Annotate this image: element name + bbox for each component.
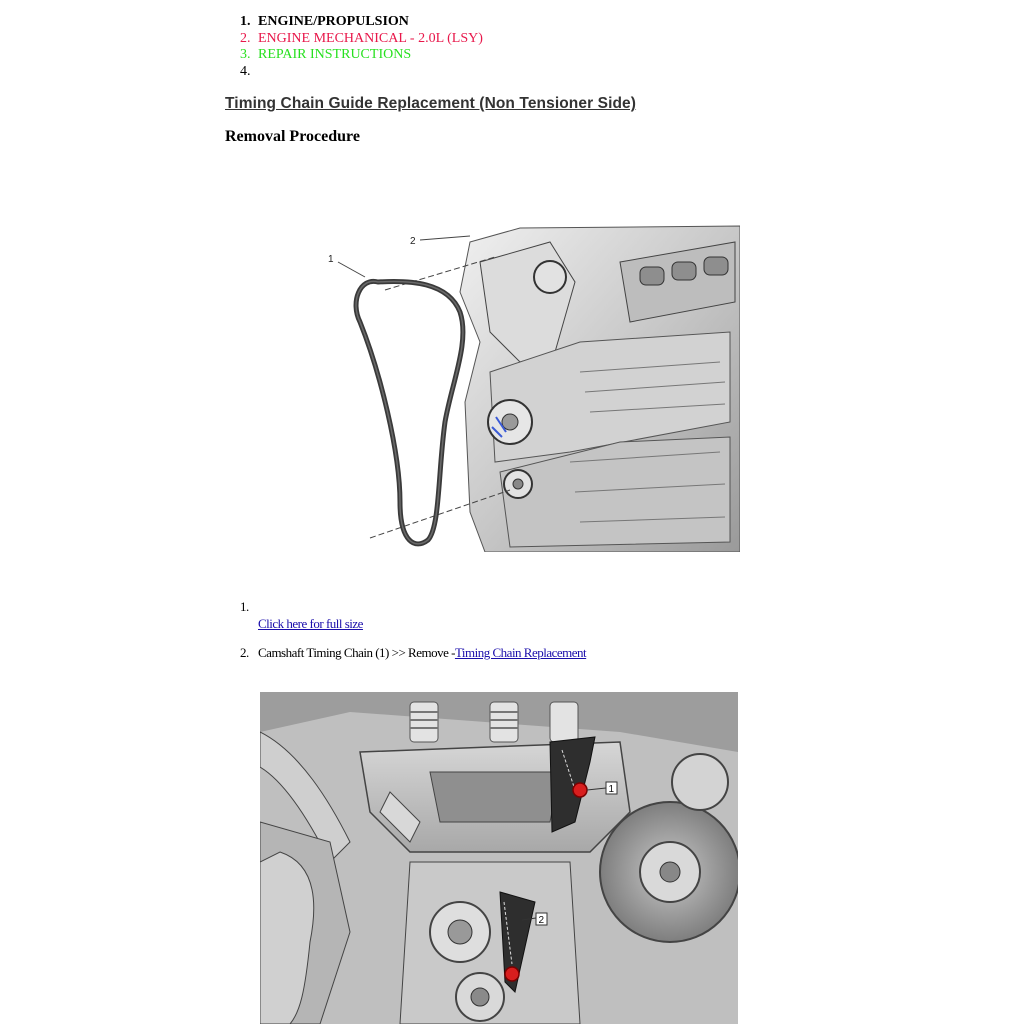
step-2 [240, 645, 586, 661]
timing-chain-illustration[interactable] [320, 222, 740, 552]
full-size-link[interactable]: Click here for full size [258, 616, 363, 631]
breadcrumb-label[interactable]: ENGINE/PROPULSION [258, 14, 409, 29]
breadcrumb-label[interactable]: REPAIR INSTRUCTIONS [258, 47, 412, 62]
callout-2: 2 [410, 236, 416, 247]
breadcrumb-number: 2. [240, 30, 251, 46]
breadcrumb-item-3[interactable] [240, 47, 483, 64]
breadcrumb-number: 1. [240, 14, 251, 29]
breadcrumb-item-2[interactable] [240, 31, 483, 48]
step-text: Camshaft Timing Chain (1) >> Remove - [258, 645, 455, 660]
breadcrumb-label[interactable]: ENGINE MECHANICAL - 2.0L (LSY) [258, 30, 483, 46]
breadcrumb-number: 3. [240, 47, 251, 62]
step-number: 1. [240, 599, 249, 614]
timing-chain-replacement-link[interactable]: Timing Chain Replacement [454, 645, 587, 660]
step-1 [240, 598, 258, 615]
breadcrumb-item-1[interactable] [240, 14, 483, 31]
callout-1: 1 [328, 254, 334, 265]
guide-bolt[interactable] [505, 967, 519, 981]
timing-chain-guide-illustration[interactable] [260, 692, 738, 1024]
guide-bolt[interactable] [573, 783, 587, 797]
breadcrumb-item-4 [240, 64, 483, 81]
page-title: Timing Chain Guide Replacement (Non Tensioner Side) [225, 95, 637, 112]
step-number: 2. [240, 645, 249, 660]
callout-1: 1 [608, 784, 615, 795]
breadcrumb-number: 4. [240, 63, 251, 79]
section-heading: Removal Procedure [225, 128, 360, 145]
procedure-steps [240, 598, 258, 615]
breadcrumb [240, 14, 483, 80]
callout-2: 2 [538, 915, 545, 926]
